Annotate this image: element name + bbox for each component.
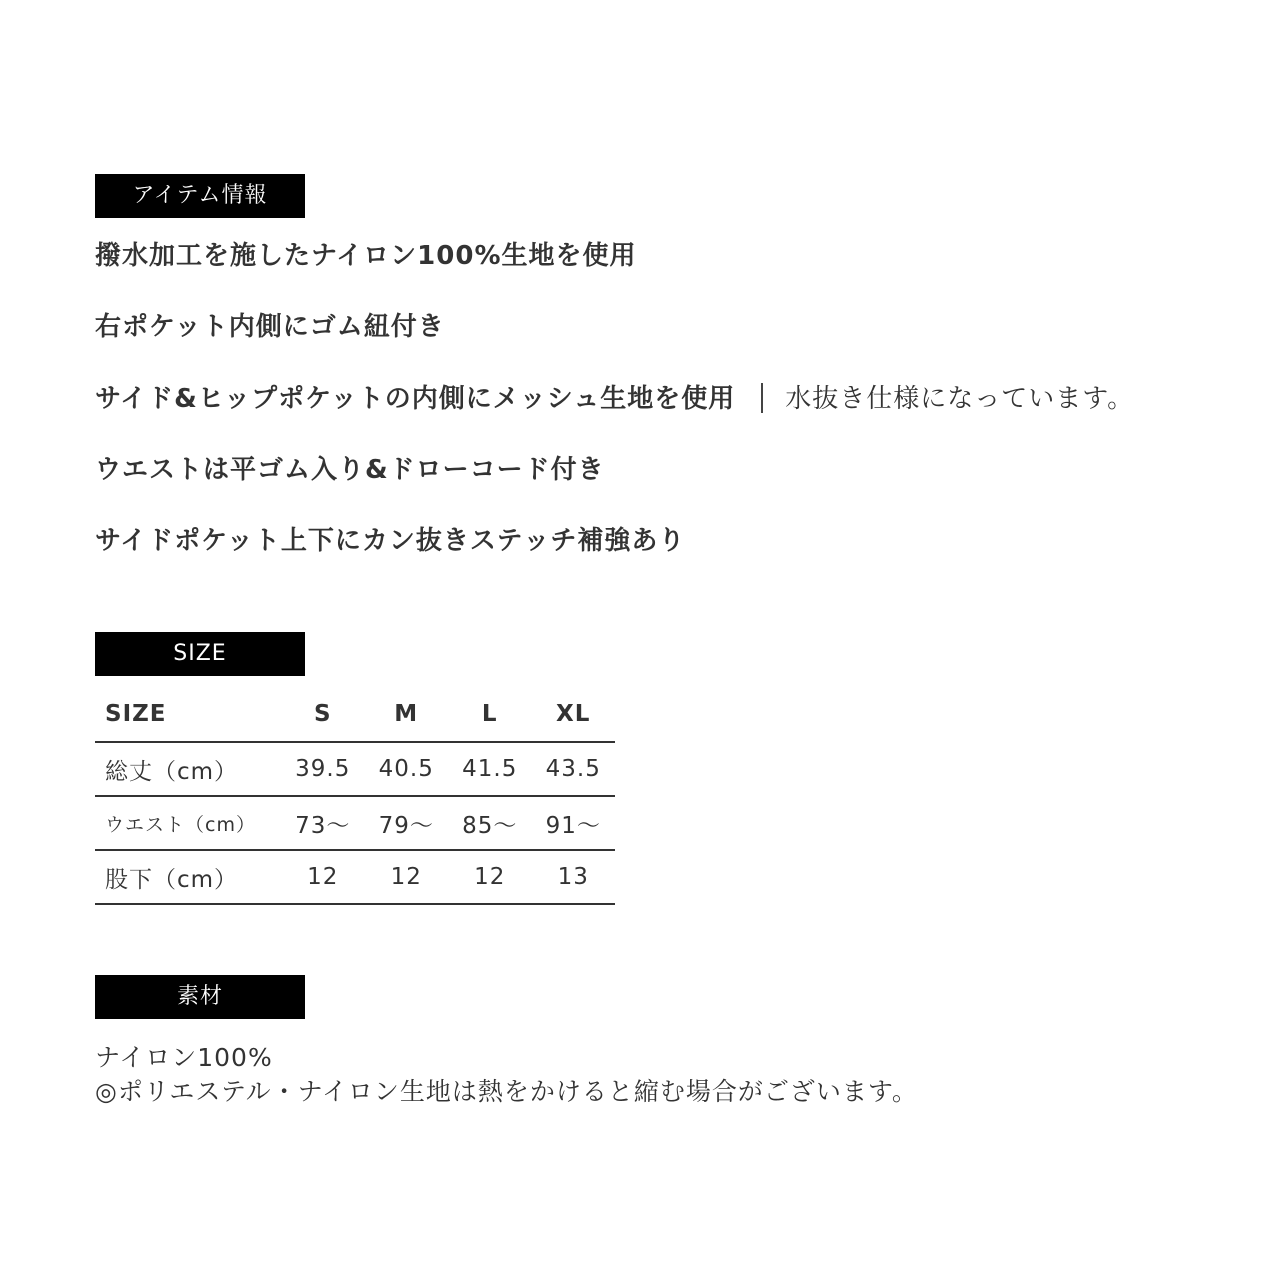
feature-item-3 xyxy=(95,381,1134,417)
feature-item-2: 右ポケット内側にゴム紐付き xyxy=(95,312,445,342)
feature-item-3-text: サイド&ヒップポケットの内側にメッシュ生地を使用 xyxy=(95,384,736,414)
row-label-waist: ウエスト（cm） xyxy=(95,796,281,850)
table-cell: 91〜 xyxy=(532,796,616,850)
feature-item-5: サイドポケット上下にカン抜きステッチ補強あり xyxy=(95,526,686,556)
table-cell: 39.5 xyxy=(281,742,365,796)
feature-note: 水抜き仕様になっています。 xyxy=(785,384,1135,414)
table-cell: 79〜 xyxy=(365,796,449,850)
feature-item-4: ウエストは平ゴム入り&ドローコード付き xyxy=(95,455,605,485)
material-care-note: ◎ポリエステル・ナイロン生地は熱をかけると縮む場合がございます。 xyxy=(95,1077,918,1106)
row-label-inseam: 股下（cm） xyxy=(95,850,281,904)
table-cell: 12 xyxy=(448,850,532,904)
size-heading: SIZE xyxy=(95,632,305,676)
table-cell: 40.5 xyxy=(365,742,449,796)
table-cell: 12 xyxy=(365,850,449,904)
table-cell: 13 xyxy=(532,850,616,904)
size-column-m: M xyxy=(365,687,449,742)
size-column-header: SIZE xyxy=(95,687,281,742)
size-table xyxy=(95,687,615,905)
material-heading: 素材 xyxy=(95,975,305,1019)
feature-item-1: 撥水加工を施したナイロン100%生地を使用 xyxy=(95,241,637,271)
table-row xyxy=(95,742,615,796)
size-column-l: L xyxy=(448,687,532,742)
table-cell: 85〜 xyxy=(448,796,532,850)
feature-separator xyxy=(761,383,763,413)
size-table-header-row xyxy=(95,687,615,742)
table-cell: 43.5 xyxy=(532,742,616,796)
table-cell: 73〜 xyxy=(281,796,365,850)
table-row xyxy=(95,850,615,904)
row-label-length: 総丈（cm） xyxy=(95,742,281,796)
size-column-s: S xyxy=(281,687,365,742)
item-info-heading: アイテム情報 xyxy=(95,174,305,218)
material-composition: ナイロン100% xyxy=(95,1043,273,1072)
table-row xyxy=(95,796,615,850)
table-cell: 41.5 xyxy=(448,742,532,796)
table-cell: 12 xyxy=(281,850,365,904)
size-column-xl: XL xyxy=(532,687,616,742)
